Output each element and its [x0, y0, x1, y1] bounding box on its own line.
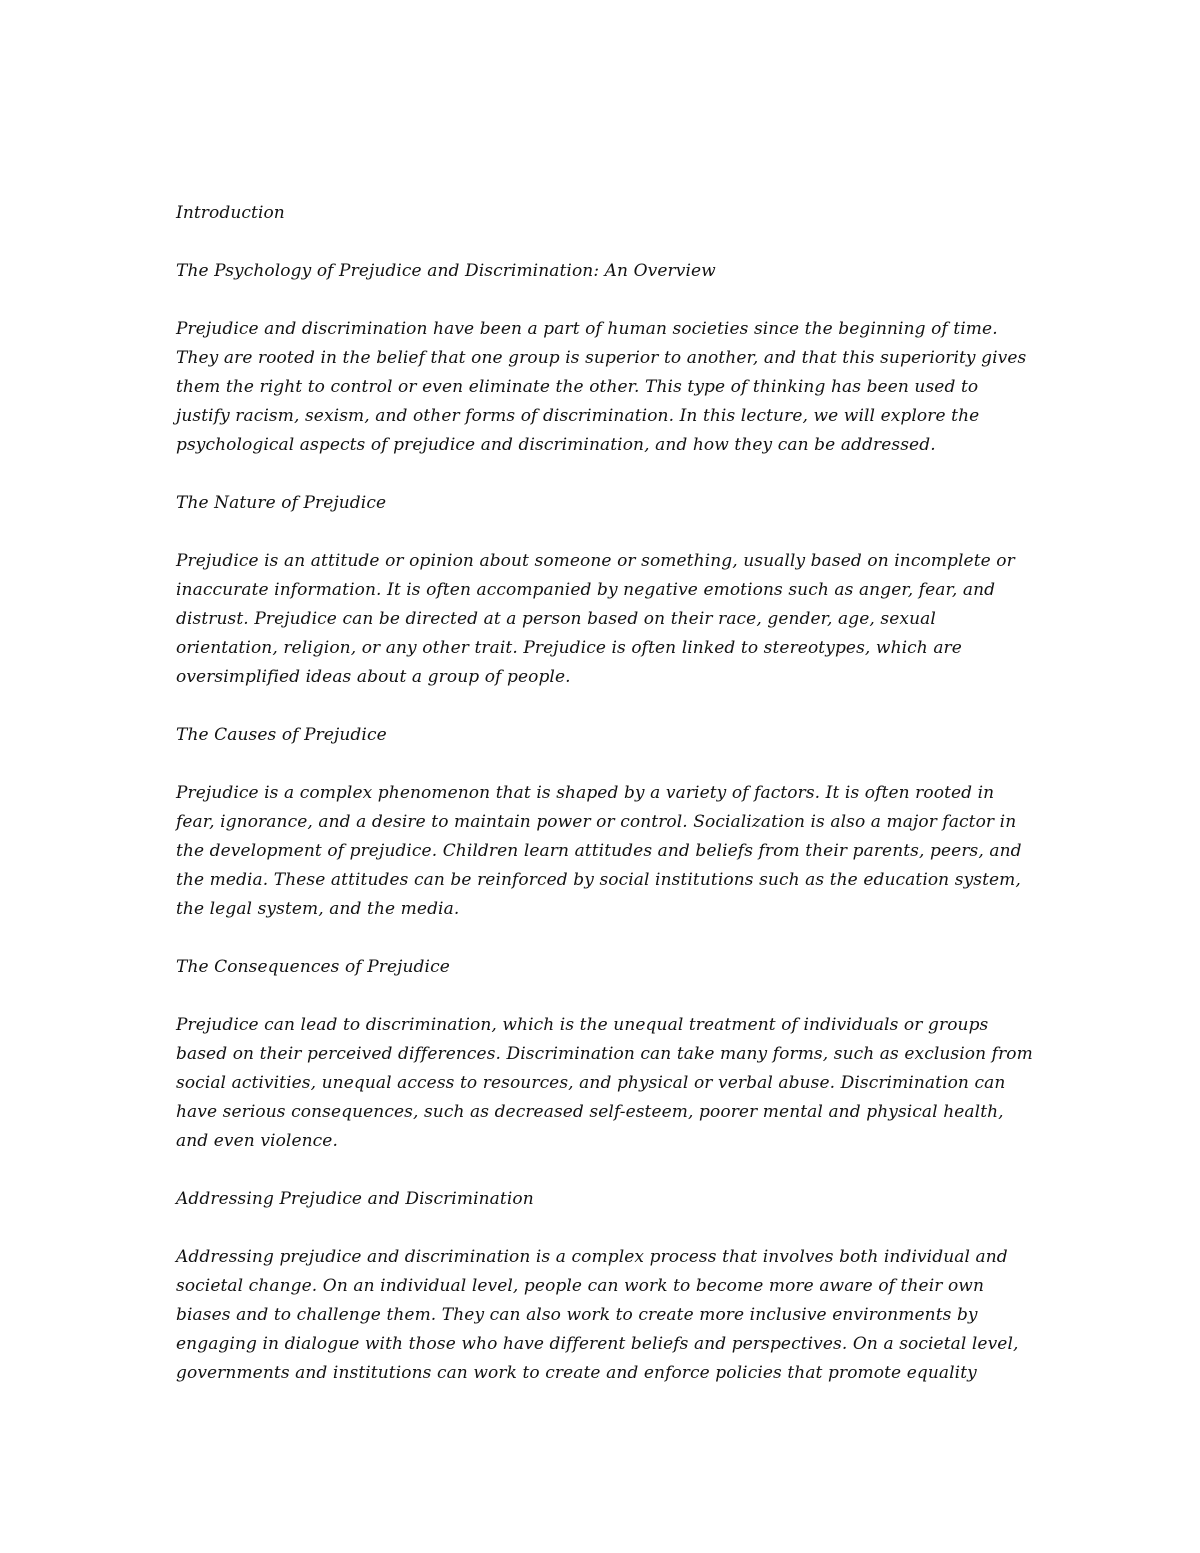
- document-body: [176, 199, 1036, 1417]
- paragraph-consequences: Prejudice can lead to discrimination, which is the unequal treatment of individuals or groups based on their perceived differences. Discrimination can take many forms, such as exclusion from social activities, unequal access to resources, and physical or verbal abuse. Discrimination can have serious consequences, such as decreased self-esteem, poorer mental and physical health, and even violence.: [176, 1015, 1033, 1151]
- section-heading-addressing: Addressing Prejudice and Discrimination: [176, 1189, 534, 1209]
- section-heading-nature: The Nature of Prejudice: [176, 493, 387, 513]
- paragraph-nature: Prejudice is an attitude or opinion about someone or something, usually based on incomplete or inaccurate information. It is often accompanied by negative emotions such as anger, fear, and distrust. Prejudice can be directed at a person based on their race, gender, age, sexual orientation, religion, or any other trait. Prejudice is often linked to stereotypes, which are oversimplified ideas about a group of people.: [176, 551, 1015, 687]
- paragraph-causes: Prejudice is a complex phenomenon that is shaped by a variety of factors. It is often rooted in fear, ignorance, and a desire to maintain power or control. Socialization is also a major factor in the development of prejudice. Children learn attitudes and beliefs from their parents, peers, and the media. These attitudes can be reinforced by social institutions such as the education system, the legal system, and the media.: [176, 783, 1022, 919]
- paragraph-addressing: Addressing prejudice and discrimination is a complex process that involves both individual and societal change. On an individual level, people can work to become more aware of their own biases and to challenge them. They can also work to create more inclusive environments by engaging in dialogue with those who have different beliefs and perspectives. On a societal level, governments and institutions can work to create and enforce policies that promote equality: [176, 1247, 1019, 1383]
- document-title: The Psychology of Prejudice and Discrimination: An Overview: [176, 261, 716, 281]
- section-heading-consequences: The Consequences of Prejudice: [176, 957, 450, 977]
- section-heading-causes: The Causes of Prejudice: [176, 725, 387, 745]
- intro-label: Introduction: [176, 203, 285, 223]
- paragraph-overview: Prejudice and discrimination have been a part of human societies since the beginning of time. They are rooted in the belief that one group is superior to another, and that this superiority gives them the right to control or even eliminate the other. This type of thinking has been used to justify racism, sexism, and other forms of discrimination. In this lecture, we will explore the psychological aspects of prejudice and discrimination, and how they can be addressed.: [176, 319, 1027, 455]
